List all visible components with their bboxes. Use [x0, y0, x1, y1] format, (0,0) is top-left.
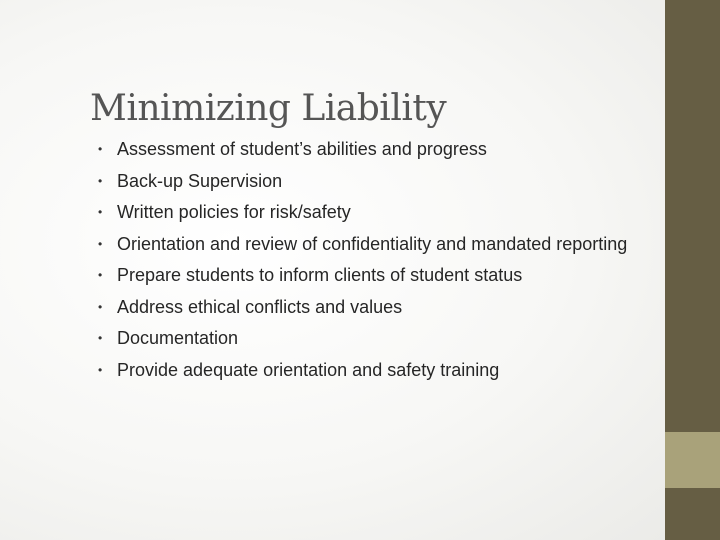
- bullet-marker: •: [98, 299, 103, 314]
- bullet-item: [98, 359, 638, 382]
- sidebar-bottom-block: [665, 488, 720, 540]
- bullet-marker: •: [98, 205, 103, 219]
- sidebar-dark-block: [665, 0, 720, 432]
- bullet-marker: •: [98, 331, 103, 345]
- bullet-item: [98, 296, 638, 319]
- bullet-text: Back-up Supervision: [117, 170, 283, 191]
- bullet-marker: •: [98, 236, 103, 251]
- bullet-marker: •: [98, 173, 103, 188]
- bullet-item: [98, 233, 638, 256]
- bullet-text: Address ethical conflicts and values: [117, 296, 403, 317]
- bullet-marker: •: [98, 362, 103, 377]
- bullet-text: Assessment of student’s abilities and progress: [117, 139, 487, 159]
- bullet-item: [98, 327, 638, 350]
- decorative-sidebar: [665, 0, 720, 540]
- bullet-text: Documentation: [117, 328, 239, 348]
- sidebar-accent-block: [665, 432, 720, 488]
- bullet-marker: •: [98, 142, 103, 156]
- bullet-item: [98, 201, 638, 224]
- slide-title: Minimizing Liability: [90, 88, 447, 129]
- bullet-list: [98, 138, 638, 390]
- bullet-marker: •: [98, 268, 103, 282]
- bullet-text: Prepare students to inform clients of student status: [117, 265, 523, 285]
- bullet-text: Orientation and review of confidentiality and mandated reporting: [117, 233, 628, 254]
- bullet-item: [98, 170, 638, 193]
- bullet-text: Provide adequate orientation and safety training: [117, 359, 500, 380]
- bullet-text: Written policies for risk/safety: [117, 202, 351, 222]
- bullet-item: [98, 138, 638, 161]
- bullet-item: [98, 264, 638, 287]
